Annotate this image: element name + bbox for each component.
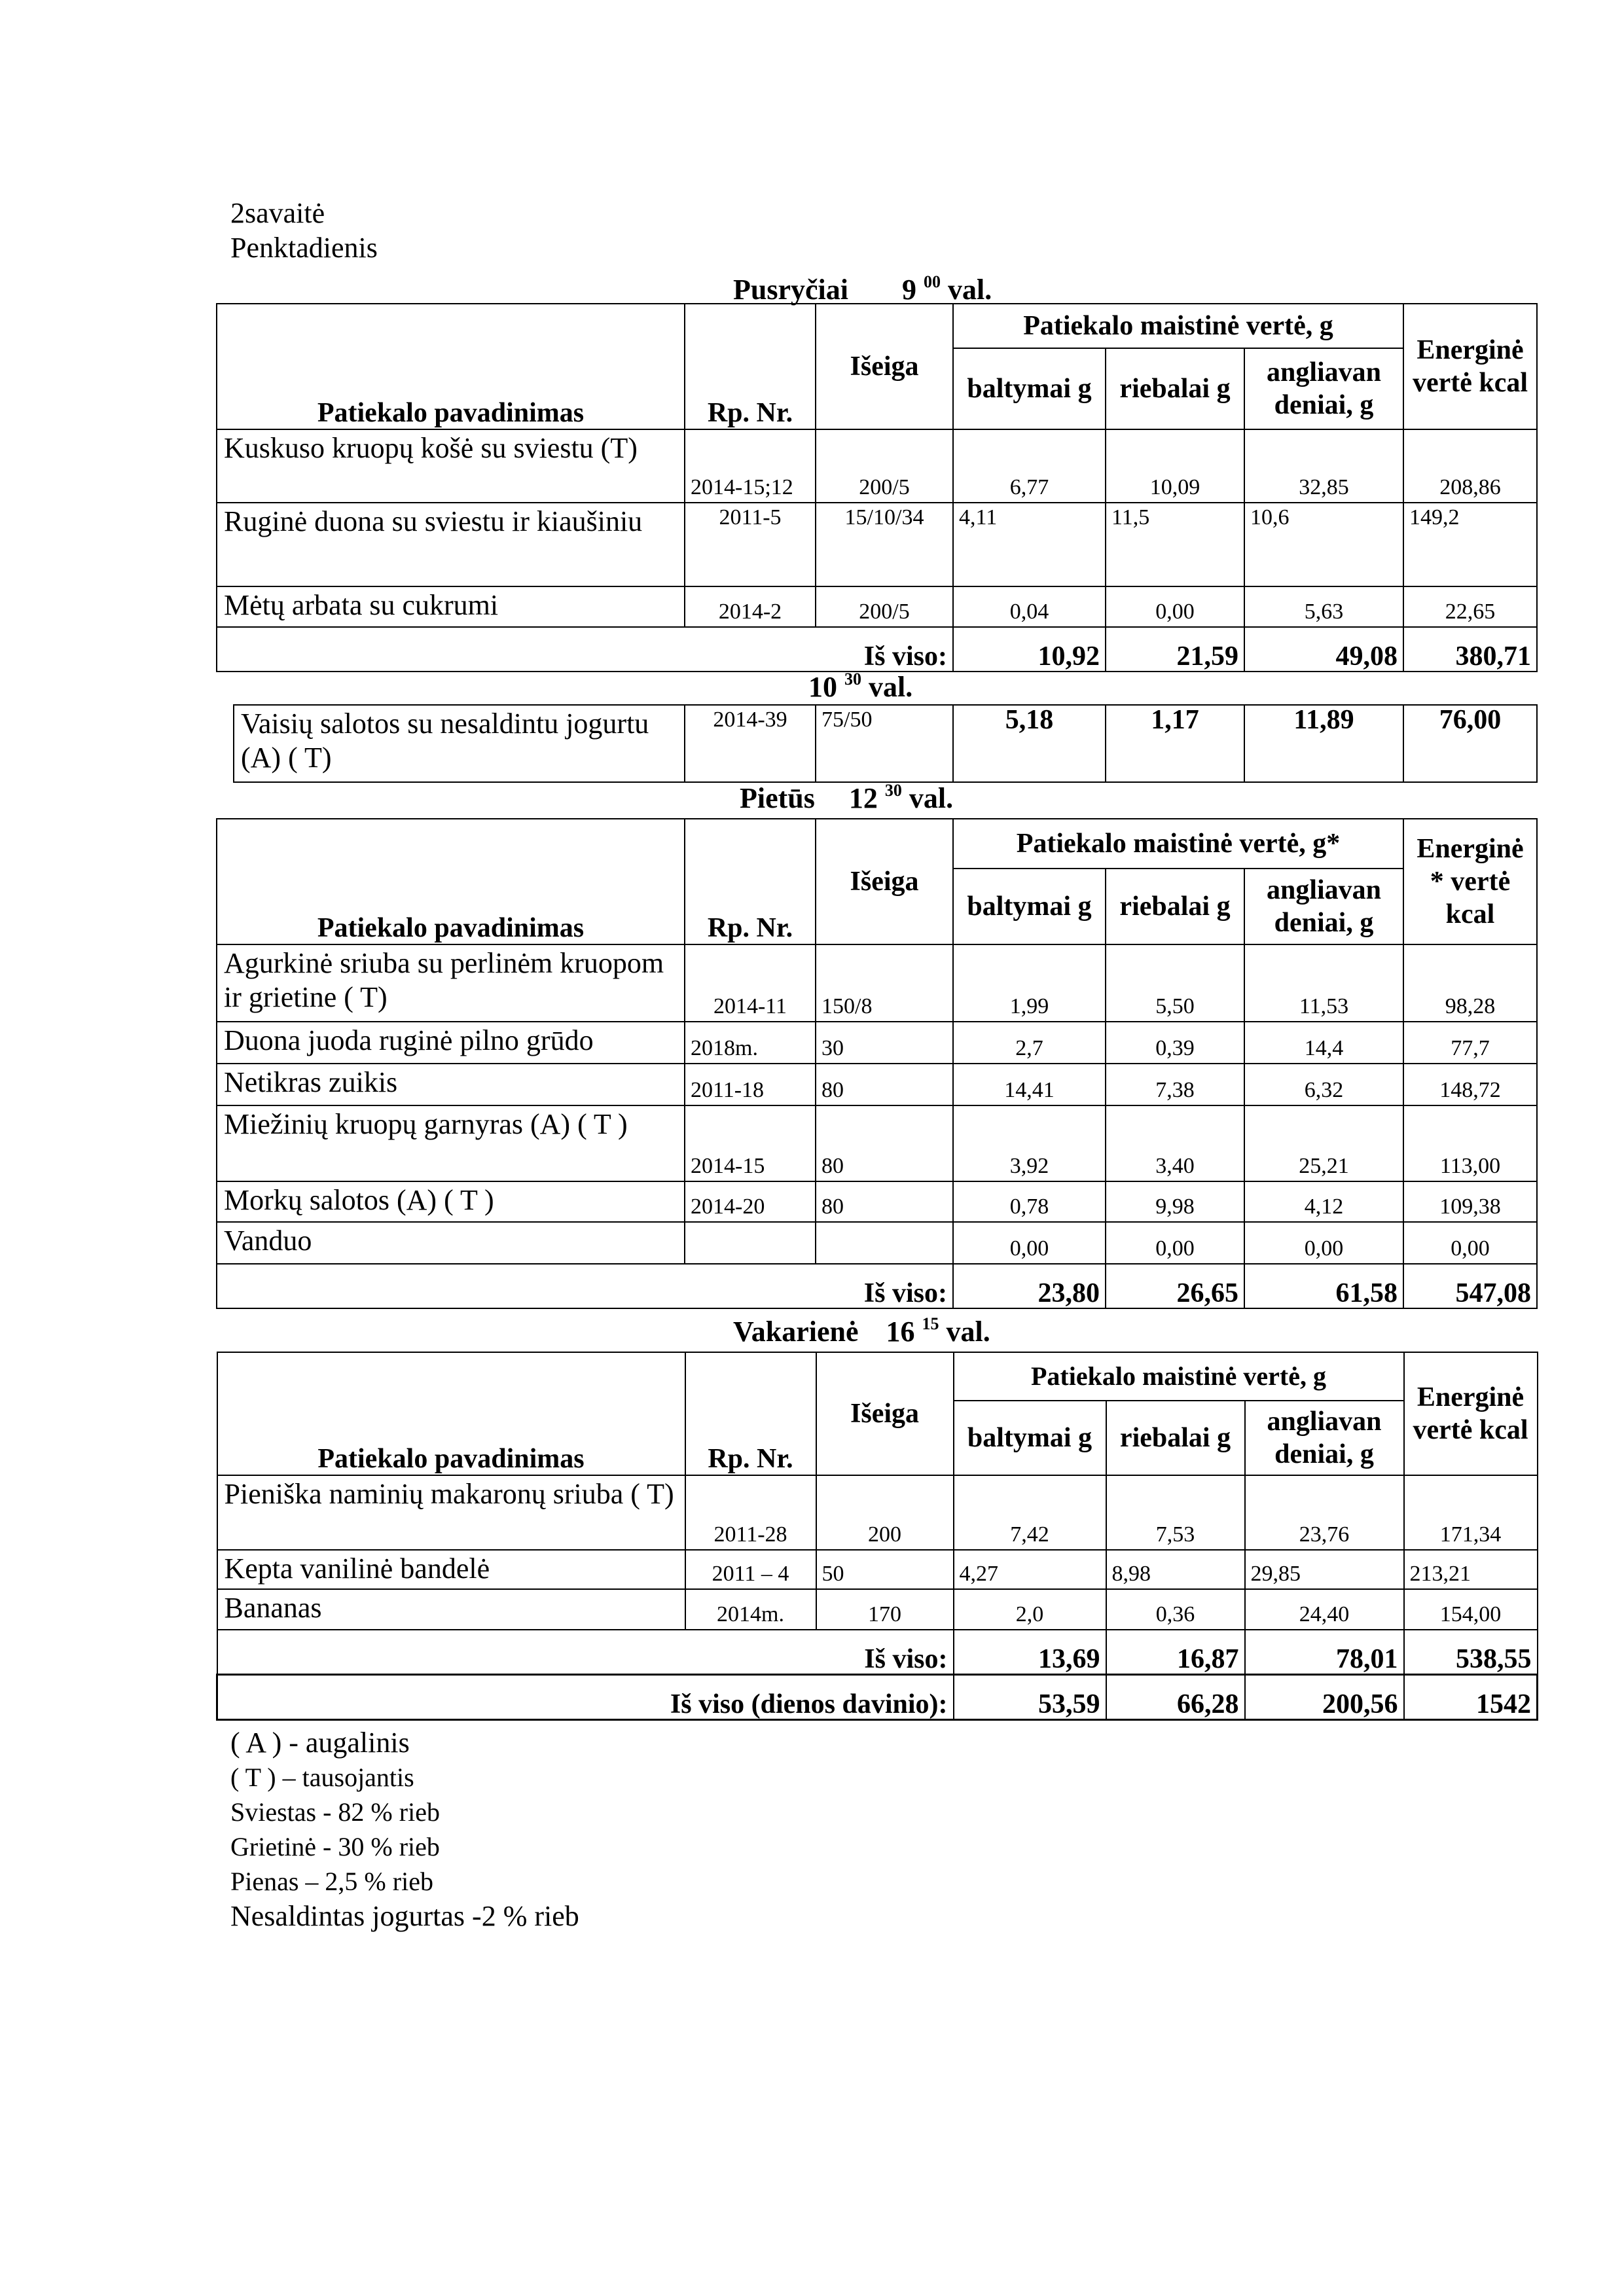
- rp-number: 2014-15;12: [685, 429, 816, 503]
- portion: 200: [816, 1475, 954, 1550]
- col-fat-header: riebalai g: [1106, 869, 1244, 944]
- total-fat: 26,65: [1106, 1264, 1244, 1308]
- day-total-row: [217, 1675, 1538, 1720]
- table-row: [217, 944, 1537, 1022]
- portion: 30: [816, 1022, 953, 1064]
- carb-value: 0,00: [1244, 1222, 1403, 1264]
- portion: 150/8: [816, 944, 953, 1022]
- day-total-label: Iš viso (dienos davinio):: [217, 1675, 954, 1720]
- dinner-unit: val.: [946, 1316, 990, 1348]
- table-row: [217, 1589, 1538, 1630]
- energy-value: 213,21: [1404, 1550, 1538, 1589]
- dish-name: Mėtų arbata su cukrumi: [217, 586, 685, 627]
- total-protein: 13,69: [954, 1630, 1106, 1675]
- table-row: [217, 1550, 1538, 1589]
- portion: 200/5: [816, 586, 953, 627]
- dish-name: Vanduo: [217, 1222, 685, 1264]
- col-energy-header: Energinė vertė kcal: [1403, 304, 1537, 429]
- col-rp-header: Rp. Nr.: [685, 1352, 816, 1475]
- rp-number: 2011-18: [685, 1064, 816, 1105]
- total-energy: 547,08: [1403, 1264, 1537, 1308]
- col-iseiga-header: Išeiga: [816, 304, 953, 429]
- col-name-header: Patiekalo pavadinimas: [217, 819, 685, 944]
- fat-value: 7,38: [1106, 1064, 1244, 1105]
- energy-value: 77,7: [1403, 1022, 1537, 1064]
- fat-value: 10,09: [1106, 429, 1244, 503]
- col-nutrition-header: Patiekalo maistinė vertė, g*: [953, 819, 1403, 869]
- carb-value: 6,32: [1244, 1064, 1403, 1105]
- breakfast-table: [216, 303, 1538, 672]
- fat-value: 8,98: [1106, 1550, 1245, 1589]
- day-total-fat: 66,28: [1106, 1675, 1245, 1720]
- snack-hour: 10: [808, 671, 837, 703]
- energy-value: 98,28: [1403, 944, 1537, 1022]
- table-row: [217, 1475, 1538, 1550]
- energy-value: 149,2: [1403, 503, 1537, 586]
- carb-value: 4,12: [1244, 1181, 1403, 1222]
- carb-value: 29,85: [1245, 1550, 1404, 1589]
- snack-minutes: 30: [844, 670, 861, 689]
- note-grietine: Grietinė - 30 % rieb: [230, 1832, 440, 1861]
- total-fat: 16,87: [1106, 1630, 1245, 1675]
- carb-value: 11,89: [1244, 705, 1403, 782]
- breakfast-minutes: 00: [923, 272, 941, 291]
- carb-value: 23,76: [1245, 1475, 1404, 1550]
- total-protein: 23,80: [953, 1264, 1106, 1308]
- lunch-title: Pietūs: [740, 782, 815, 814]
- dish-name: Kuskuso kruopų košė su sviestu (T): [217, 429, 685, 503]
- dinner-hour: 16: [886, 1316, 915, 1348]
- fat-value: 5,50: [1106, 944, 1244, 1022]
- protein-value: 4,27: [954, 1550, 1106, 1589]
- protein-value: 14,41: [953, 1064, 1106, 1105]
- col-nutrition-header: Patiekalo maistinė vertė, g: [954, 1352, 1404, 1401]
- col-protein-header: baltymai g: [953, 348, 1106, 429]
- snack-heading: [808, 671, 912, 704]
- dish-name: Miežinių kruopų garnyras (A) ( T ): [217, 1105, 685, 1181]
- day-total-energy: 1542: [1404, 1675, 1538, 1720]
- col-fat-header: riebalai g: [1106, 348, 1244, 429]
- fat-value: 0,00: [1106, 586, 1244, 627]
- portion: 75/50: [816, 705, 953, 782]
- note-t: ( T ) – tausojantis: [230, 1763, 414, 1792]
- energy-value: 208,86: [1403, 429, 1537, 503]
- table-row: [217, 1222, 1537, 1264]
- dish-name: Morkų salotos (A) ( T ): [217, 1181, 685, 1222]
- protein-value: 7,42: [954, 1475, 1106, 1550]
- col-energy-header: Energinė vertė kcal: [1404, 1352, 1538, 1475]
- col-protein-header: baltymai g: [953, 869, 1106, 944]
- legend-notes: [230, 1725, 579, 1933]
- dinner-table: [216, 1352, 1538, 1721]
- carb-value: 32,85: [1244, 429, 1403, 503]
- rp-number: 2011 – 4: [685, 1550, 816, 1589]
- protein-value: 4,11: [953, 503, 1106, 586]
- total-protein: 10,92: [953, 627, 1106, 672]
- breakfast-hour: 9: [901, 274, 916, 306]
- protein-value: 3,92: [953, 1105, 1106, 1181]
- portion: 170: [816, 1589, 954, 1630]
- protein-value: 5,18: [953, 705, 1106, 782]
- col-name-header: Patiekalo pavadinimas: [217, 1352, 685, 1475]
- dish-name: Pieniška naminių makaronų sriuba ( T): [217, 1475, 685, 1550]
- protein-value: 1,99: [953, 944, 1106, 1022]
- total-fat: 21,59: [1106, 627, 1244, 672]
- dish-name: Duona juoda ruginė pilno grūdo: [217, 1022, 685, 1064]
- carb-value: 5,63: [1244, 586, 1403, 627]
- total-carb: 61,58: [1244, 1264, 1403, 1308]
- table-row: [217, 1181, 1537, 1222]
- note-sviestas: Sviestas - 82 % rieb: [230, 1797, 440, 1827]
- carb-value: 10,6: [1244, 503, 1403, 586]
- table-row: [234, 705, 1537, 782]
- fat-value: 0,00: [1106, 1222, 1244, 1264]
- table-row: [217, 1022, 1537, 1064]
- snack-unit: val.: [869, 671, 913, 703]
- day-total-carb: 200,56: [1245, 1675, 1404, 1720]
- col-iseiga-header: Išeiga: [816, 819, 953, 944]
- rp-number: 2011-28: [685, 1475, 816, 1550]
- col-rp-header: Rp. Nr.: [685, 304, 816, 429]
- energy-value: 76,00: [1403, 705, 1537, 782]
- carb-value: 24,40: [1245, 1589, 1404, 1630]
- protein-value: 0,00: [953, 1222, 1106, 1264]
- fat-value: 0,39: [1106, 1022, 1244, 1064]
- energy-value: 22,65: [1403, 586, 1537, 627]
- carb-value: 11,53: [1244, 944, 1403, 1022]
- rp-number: 2014-2: [685, 586, 816, 627]
- snack-table: [233, 704, 1538, 783]
- rp-number: 2018m.: [685, 1022, 816, 1064]
- protein-value: 2,7: [953, 1022, 1106, 1064]
- table-row: [217, 429, 1537, 503]
- dish-name: Bananas: [217, 1589, 685, 1630]
- total-row: [217, 627, 1537, 672]
- total-carb: 78,01: [1245, 1630, 1404, 1675]
- dish-name: Kepta vanilinė bandelė: [217, 1550, 685, 1589]
- total-energy: 538,55: [1404, 1630, 1538, 1675]
- breakfast-heading: [733, 274, 992, 306]
- rp-number: 2014-20: [685, 1181, 816, 1222]
- lunch-minutes: 30: [884, 781, 902, 800]
- protein-value: 0,78: [953, 1181, 1106, 1222]
- total-row: [217, 1630, 1538, 1675]
- col-rp-header: Rp. Nr.: [685, 819, 816, 944]
- col-iseiga-header: Išeiga: [816, 1352, 954, 1475]
- protein-value: 2,0: [954, 1589, 1106, 1630]
- week-label: 2savaitė: [230, 197, 325, 229]
- day-label: Penktadienis: [230, 232, 378, 264]
- col-carb-header: angliavan deniai, g: [1244, 348, 1403, 429]
- table-row: [217, 1105, 1537, 1181]
- lunch-hour: 12: [848, 782, 878, 814]
- total-carb: 49,08: [1244, 627, 1403, 672]
- energy-value: 154,00: [1404, 1589, 1538, 1630]
- lunch-heading: [740, 782, 953, 815]
- portion: 50: [816, 1550, 954, 1589]
- rp-number: 2014-11: [685, 944, 816, 1022]
- total-label: Iš viso:: [816, 1264, 953, 1308]
- total-energy: 380,71: [1403, 627, 1537, 672]
- day-total-protein: 53,59: [954, 1675, 1106, 1720]
- lunch-table: [216, 818, 1538, 1309]
- table-row: [217, 503, 1537, 586]
- fat-value: 9,98: [1106, 1181, 1244, 1222]
- portion: [816, 1222, 953, 1264]
- energy-value: 0,00: [1403, 1222, 1537, 1264]
- dinner-heading: [733, 1316, 990, 1348]
- total-label: Iš viso:: [816, 627, 953, 672]
- breakfast-unit: val.: [947, 274, 992, 306]
- fat-value: 7,53: [1106, 1475, 1245, 1550]
- col-carb-header: angliavan deniai, g: [1245, 1401, 1404, 1475]
- dish-name: Netikras zuikis: [217, 1064, 685, 1105]
- carb-value: 25,21: [1244, 1105, 1403, 1181]
- col-name-header: Patiekalo pavadinimas: [217, 304, 685, 429]
- dinner-minutes: 15: [922, 1314, 939, 1333]
- dish-name: Agurkinė sriuba su perlinėm kruopom ir grietine ( T): [217, 944, 685, 1022]
- energy-value: 171,34: [1404, 1475, 1538, 1550]
- rp-number: [685, 1222, 816, 1264]
- dish-name: Vaisių salotos su nesaldintu jogurtu (A) ( T): [234, 705, 685, 782]
- portion: 200/5: [816, 429, 953, 503]
- dinner-title: Vakarienė: [733, 1316, 859, 1348]
- carb-value: 14,4: [1244, 1022, 1403, 1064]
- portion: 80: [816, 1064, 953, 1105]
- fat-value: 0,36: [1106, 1589, 1245, 1630]
- energy-value: 109,38: [1403, 1181, 1537, 1222]
- dish-name: Ruginė duona su sviestu ir kiaušiniu: [217, 503, 685, 586]
- col-fat-header: riebalai g: [1106, 1401, 1245, 1475]
- note-a: ( A ) - augalinis: [230, 1727, 410, 1759]
- protein-value: 6,77: [953, 429, 1106, 503]
- rp-number: 2014m.: [685, 1589, 816, 1630]
- note-pienas: Pienas – 2,5 % rieb: [230, 1867, 433, 1896]
- energy-value: 148,72: [1403, 1064, 1537, 1105]
- fat-value: 3,40: [1106, 1105, 1244, 1181]
- total-label: Iš viso:: [816, 1630, 954, 1675]
- rp-number: 2014-39: [685, 705, 816, 782]
- breakfast-title: Pusryčiai: [733, 274, 848, 306]
- energy-value: 113,00: [1403, 1105, 1537, 1181]
- col-carb-header: angliavan deniai, g: [1244, 869, 1403, 944]
- rp-number: 2011-5: [685, 503, 816, 586]
- col-nutrition-header: Patiekalo maistinė vertė, g: [953, 304, 1403, 348]
- total-row: [217, 1264, 1537, 1308]
- fat-value: 1,17: [1106, 705, 1244, 782]
- portion: 80: [816, 1181, 953, 1222]
- portion: 15/10/34: [816, 503, 953, 586]
- protein-value: 0,04: [953, 586, 1106, 627]
- rp-number: 2014-15: [685, 1105, 816, 1181]
- table-row: [217, 1064, 1537, 1105]
- table-row: [217, 586, 1537, 627]
- portion: 80: [816, 1105, 953, 1181]
- fat-value: 11,5: [1106, 503, 1244, 586]
- col-protein-header: baltymai g: [954, 1401, 1106, 1475]
- lunch-unit: val.: [909, 782, 954, 814]
- note-jogurtas: Nesaldintas jogurtas -2 % rieb: [230, 1900, 579, 1932]
- col-energy-header: Energinė * vertė kcal: [1403, 819, 1537, 944]
